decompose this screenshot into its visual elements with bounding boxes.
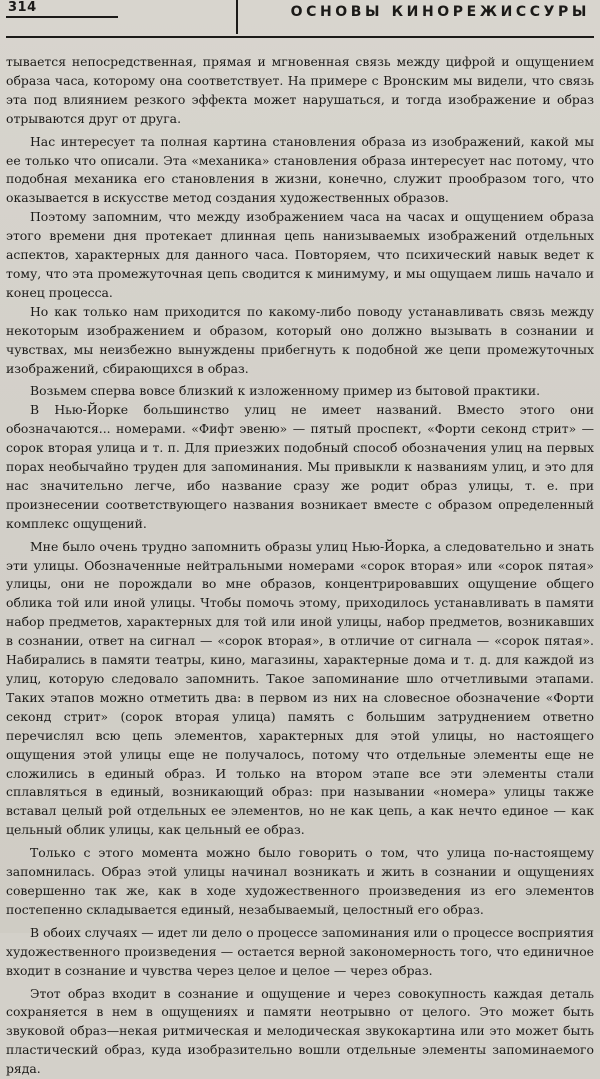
paragraph: Этот образ входит в сознание и ощущение и через совокупность каждая деталь сохраняется в нем в ощущениях и памяти неотрывно от целого. Это может быть звуковой образ—некая ритмическая и мелодическая звукокартина или это может быть пластический образ, куда изобразительно вошли отдельные элементы запоминаемого ряда. [6,985,594,1079]
running-title: ОСНОВЫ КИНОРЕЖИССУРЫ [291,4,590,20]
page-header [6,0,594,38]
paragraph: Только с этого момента можно было говорить о том, что улица по-настоящему запомнилась. Образ этой улицы начинал возникать и жить в сознании и ощущениях совершенно так же, как в ходе художественного произведения из его элементов постепенно складывается единый, незабываемый, целостный его образ. [6,844,594,920]
paragraph: Но как только нам приходится по какому-либо поводу устанавливать связь между некоторым изображением и образом, который оно должно вызывать в сознании и чувствах, мы неизбежно вынуждены прибегнуть к подобной же цепи промежуточных изображений, сбирающихся в образ. [6,303,594,379]
paragraph: В Нью-Йорке большинство улиц не имеет названий. Вместо этого они обозначаются... номерами. «Фифт эвеню» — пятый проспект, «Форти секонд стрит» — сорок вторая улица и т. п. Для приезжих подобный способ обозначения улиц на первых порах необычайно труден для запоминания. Мы привыкли к названиям улиц, и это для нас значительно легче, ибо название сразу же родит образ улицы, т. е. при произнесении соответствующего названия возникает вместе с образом определенный комплекс ощущений. [6,401,594,533]
page-text [6,38,594,1079]
header-rule [6,16,118,18]
running-title-box [236,0,594,34]
page-number: 314 [8,0,37,15]
paragraph: Возьмем сперва вовсе близкий к изложенному пример из бытовой практики. [6,382,594,401]
paragraph: Мне было очень трудно запомнить образы улиц Нью-Йорка, а следовательно и знать эти улицы. Обозначенные нейтральными номерами «сорок вторая» или «сорок пятая» улицы, они не порождали во мне образов, концентрировавших ощущение общего облика той или иной улицы. Чтобы помочь этому, приходилось устанавливать в памяти набор предметов, характерных для той или иной улицы, набор предметов, возникавших в сознании, ответ на сигнал — «сорок вторая», в отличие от сигнала — «сорок пятая». Набирались в памяти театры, кино, магазины, характерные дома и т. д. для каждой из улиц, которую следовало запомнить. Такое запоминание шло отчетливыми этапами. Таких этапов можно отметить два: в первом из них на словесное обозначение «Форти секонд стрит» (сорок вторая улица) память с большим затруднением ответно перечислял всю цепь элементов, характерных для этой улицы, но настоящего ощущения этой улицы еще не получалось, потому что отдельные элементы еще не сложились в единый образ. И только на втором этапе все эти элементы стали сплавляться в единый, возникающий образ: при назывании «номера» улицы также вставал целый рой отдельных ее элементов, но не как цепь, а как нечто единое — как цельный облик улицы, как цельный ее образ. [6,538,594,841]
paragraph: Поэтому запомним, что между изображением часа на часах и ощущением образа этого времени дня протекает длинная цепь нанизываемых изображений отдельных аспектов, характерных для данного часа. Повторяем, что психический навык ведет к тому, что эта промежуточная цепь сводится к минимуму, и мы ощущаем лишь начало и конец процесса. [6,208,594,303]
paragraph: В обоих случаях — идет ли дело о процессе запоминания или о процессе восприятия художественного произведения — остается верной закономерность того, что единичное входит в сознание и чувства через целое и целое — через образ. [6,924,594,981]
paragraph: тывается непосредственная, прямая и мгновенная связь между цифрой и ощущением образа часа, которому она соответствует. На примере с Вронским мы видели, что связь эта под влиянием резкого эффекта может нарушаться, и тогда изображение и образ отрываются друг от друга. [6,53,594,129]
paragraph: Нас интересует та полная картина становления образа из изображений, какой мы ее только что описали. Эта «механика» становления образа интересует нас потому, что подобная механика его становления в жизни, конечно, служит прообразом того, что оказывается в искусстве метод создания художественных образов. [6,133,594,209]
